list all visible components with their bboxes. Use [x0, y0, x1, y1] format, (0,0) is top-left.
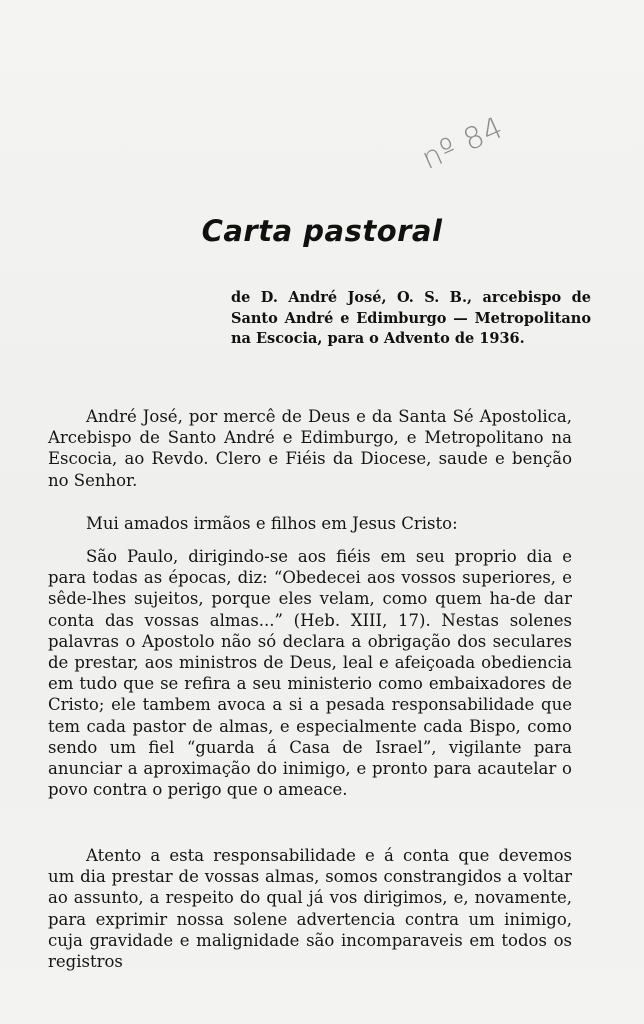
body-paragraph-1-block	[48, 546, 572, 800]
salutation-block	[48, 513, 572, 534]
body-paragraph: Atento a esta responsabilidade e á conta que devemos um dia prestar de vossas almas, somos constrangidos a voltar ao assunto, a respeito do qual já vos dirigimos, e, novamente, para exprimir nossa solene advertencia contra um inimigo, cuja gravidade e malignidade são incomparaveis em todos os registros	[48, 846, 572, 972]
salutation: Mui amados irmãos e filhos em Jesus Cristo:	[86, 514, 458, 533]
document-subtitle: de D. André José, O. S. B., arcebispo de Santo André e Edimburgo — Metropolitano na Escocia, para o Advento de 1936.	[231, 289, 591, 347]
document-title: Carta pastoral	[201, 214, 443, 248]
handwritten-annotation: nº 84	[416, 110, 510, 177]
address-paragraph: André José, por mercê de Deus e da Santa Sé Apostolica, Arcebispo de Santo André e Edimburgo, e Metropolitano na Escocia, ao Revdo. Clero e Fiéis da Diocese, saude e benção no Senhor.	[48, 407, 572, 490]
body-paragraph-2-block	[48, 845, 572, 972]
body-paragraph: São Paulo, dirigindo-se aos fiéis em seu proprio dia e para todas as épocas, diz: “Obedecei aos vossos superiores, e sêde-lhes sujeitos, porque eles velam, como quem ha-de dar conta das vossas almas...” (Heb. XIII, 17). Nestas solenes palavras o Apostolo não só declara a obrigação dos seculares de prestar, aos ministros de Deus, leal e afeiçoada obediencia em tudo que se refira a seu ministerio como embaixadores de Cristo; ele tambem avoca a si a pesada responsabilidade que tem cada pastor de almas, e especialmente cada Bispo, como sendo um fiel “guarda á Casa de Israel”, vigilante para anunciar a aproximação do inimigo, e pronto para acautelar o povo contra o perigo que o ameace.	[48, 547, 572, 800]
address-block	[48, 406, 572, 491]
